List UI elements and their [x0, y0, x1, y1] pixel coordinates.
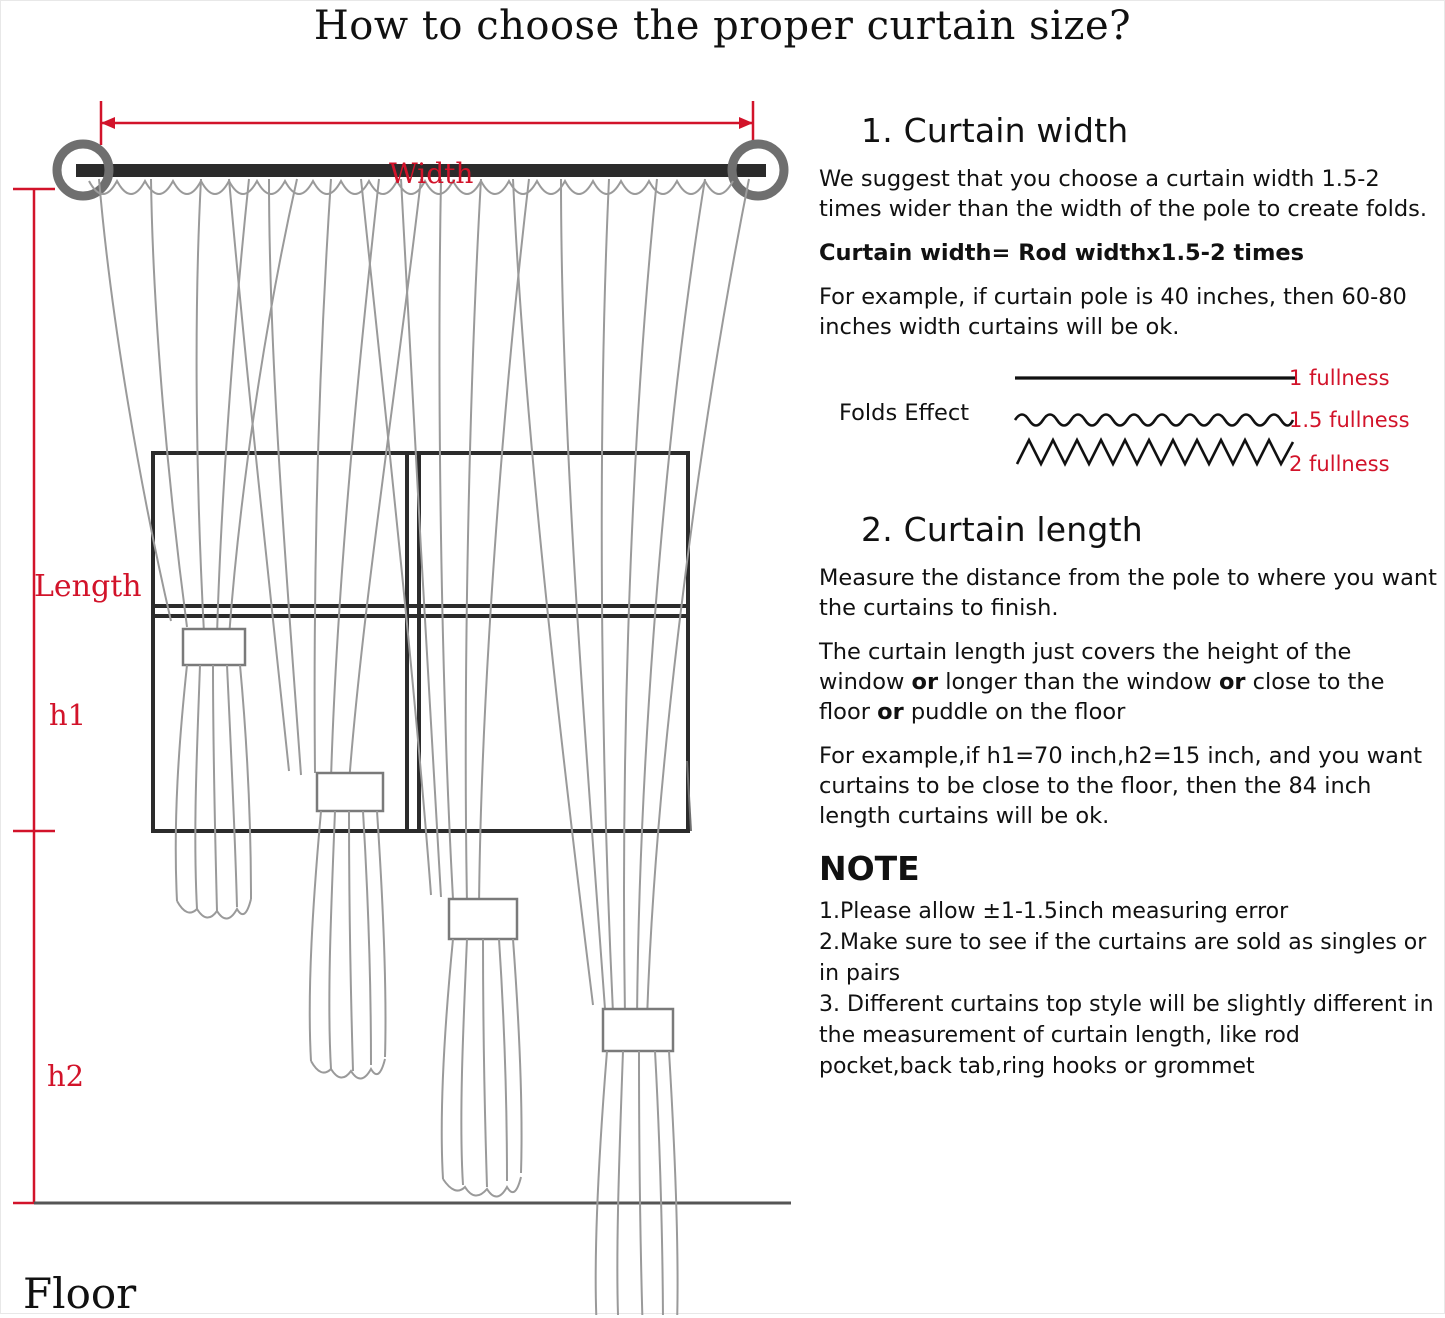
section-heading-width: 1. Curtain width	[861, 111, 1129, 150]
note-item-2: 2.Make sure to see if the curtains are sold as singles or in pairs	[819, 930, 1427, 986]
label-floor: Floor	[23, 1269, 137, 1318]
folds-effect-diagram	[819, 356, 1439, 476]
length-p2-d: close to the floor	[819, 669, 1385, 725]
length-p2-or-1: or	[911, 669, 939, 695]
section-heading-length: 2. Curtain length	[861, 510, 1143, 549]
folds-legend-2: 2 fullness	[1289, 452, 1390, 476]
label-h1: h1	[49, 698, 87, 732]
folds-legend-1: 1 fullness	[1289, 366, 1390, 390]
folds-effect-svg	[1011, 356, 1301, 476]
length-paragraph-1: Measure the distance from the pole to where you want the curtains to finish.	[819, 565, 1437, 621]
curtain-diagram	[1, 61, 811, 1318]
curtain-pleats	[89, 179, 749, 1315]
length-paragraph-2	[819, 637, 1439, 727]
length-p2-e: puddle on the floor	[903, 699, 1126, 725]
label-length: Length	[34, 569, 142, 604]
instructions-column	[819, 111, 1439, 1082]
curtain-diagram-svg	[1, 61, 811, 1315]
width-example: For example, if curtain pole is 40 inches, then 60-80 inches width curtains will be ok.	[819, 284, 1407, 340]
label-width: Width	[389, 157, 474, 190]
note-item-1: 1.Please allow ±1-1.5inch measuring error	[819, 899, 1289, 924]
folds-legend-1-5: 1.5 fullness	[1289, 408, 1410, 432]
folds-effect-label: Folds Effect	[839, 400, 970, 426]
length-p2-or-2: or	[1218, 669, 1246, 695]
section-heading-note: NOTE	[819, 849, 920, 888]
page-title: How to choose the proper curtain size?	[313, 3, 1132, 49]
length-p2-c: longer than the window	[938, 669, 1219, 695]
length-example: For example,if h1=70 inch,h2=15 inch, and you want curtains to be close to the floor, then the 84 inch length curtains will be ok.	[819, 743, 1423, 829]
length-p2-or-3: or	[877, 699, 904, 725]
note-item-3: 3. Different curtains top style will be slightly different in the measurement of curtain length, like rod pocket,back tab,ring hooks or grommet	[819, 992, 1434, 1079]
width-formula: Curtain width= Rod widthx1.5-2 times	[819, 240, 1305, 266]
width-paragraph-1: We suggest that you choose a curtain width 1.5-2 times wider than the width of the pole to create folds.	[819, 166, 1428, 222]
length-p2-a: The curtain length just covers the height of the window	[819, 639, 1352, 695]
label-h2: h2	[47, 1059, 85, 1093]
